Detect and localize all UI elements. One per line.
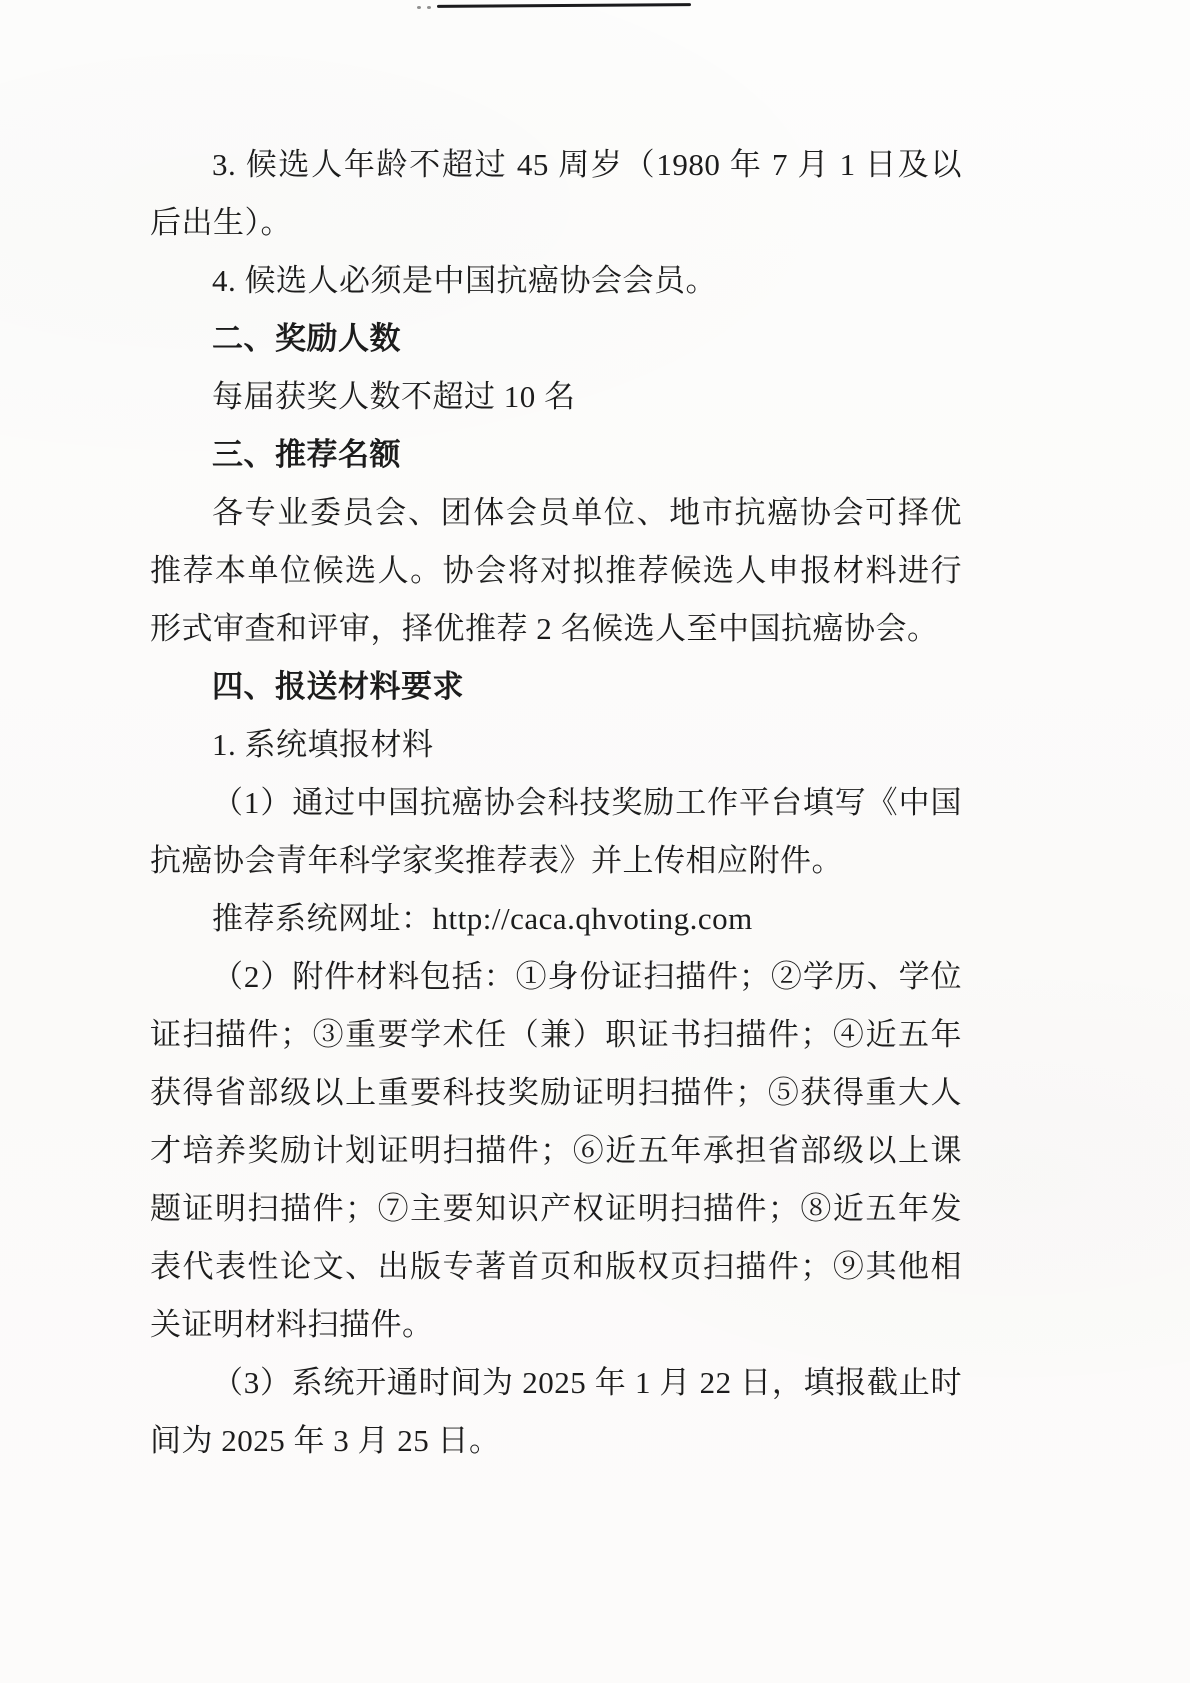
scan-artifact-dot: [417, 6, 421, 9]
section-heading-award-count: 二、奖励人数: [212, 321, 401, 356]
paragraph-platform-form: （1）通过中国抗癌协会科技奖励工作平台填写《中国抗癌协会青年科学家奖推荐表》并上传相应附件。: [150, 785, 962, 878]
paragraph-system-dates: （3）系统开通时间为 2025 年 1 月 22 日，填报截止时间为 2025 年 3 月 25 日。: [150, 1365, 962, 1458]
paragraph-recommendation-quota: 各专业委员会、团体会员单位、地市抗癌协会可择优推荐本单位候选人。协会将对拟推荐候选人申报材料进行形式审查和评审，择优推荐 2 名候选人至中国抗癌协会。: [150, 495, 962, 646]
paragraph-award-count: 每届获奖人数不超过 10 名: [212, 379, 576, 414]
document-body: [150, 136, 962, 1470]
paragraph-system-materials-title: 1. 系统填报材料: [212, 727, 434, 762]
scan-artifact-line: [437, 3, 691, 8]
paragraph-attachment-list: （2）附件材料包括：①身份证扫描件；②学历、学位证扫描件；③重要学术任（兼）职证书扫描件；④近五年获得省部级以上重要科技奖励证明扫描件；⑤获得重大人才培养奖励计划证明扫描件；⑥近五年承担省部级以上课题证明扫描件；⑦主要知识产权证明扫描件；⑧近五年发表代表性论文、出版专著首页和版权页扫描件；⑨其他相关证明材料扫描件。: [150, 959, 962, 1342]
scan-artifact-dot: [427, 6, 431, 9]
paragraph-system-url: 推荐系统网址：http://caca.qhvoting.com: [212, 901, 753, 936]
paragraph-item-3-age-requirement: 3. 候选人年龄不超过 45 周岁（1980 年 7 月 1 日及以后出生）。: [150, 147, 962, 240]
section-heading-recommendation-quota: 三、推荐名额: [212, 437, 401, 472]
section-heading-submission-requirements: 四、报送材料要求: [212, 669, 464, 704]
paragraph-item-4-membership: 4. 候选人必须是中国抗癌协会会员。: [212, 263, 717, 298]
